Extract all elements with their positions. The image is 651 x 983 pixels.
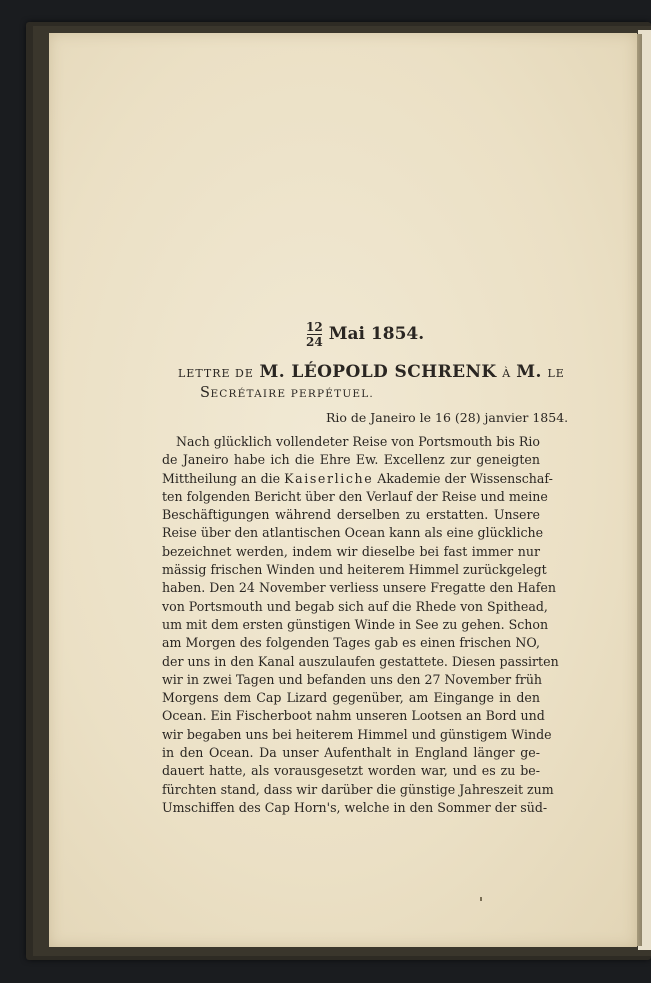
body-line: Ocean. Ein Fischerboot nahm unseren Lootsen an Bord und [162, 708, 545, 724]
body-line-emphasis: Kaiserliche [284, 470, 374, 486]
body-line: fürchten stand, dass wir darüber die günstige Jahreszeit zum [162, 781, 554, 797]
page-mark [480, 897, 482, 901]
body-line-text: Mittheilung an die [162, 470, 285, 486]
body-line: dauert hatte, als vorausgesetzt worden war, und es zu be- [162, 763, 540, 779]
date-text: Mai 1854. [328, 324, 425, 344]
body-line: haben. Den 24 November verliess unsere Fregatte den Hafen [162, 580, 556, 596]
title-line2-initial: S [200, 385, 211, 401]
date-fraction [306, 321, 323, 348]
body-line: um mit dem ersten günstigen Winde in See zu gehen. Schon [162, 616, 549, 632]
body-line: in den Ocean. Da unser Aufenthalt in England länger ge- [162, 745, 540, 761]
body-line: ten folgenden Bericht über den Verlauf der Reise und meine [162, 488, 548, 504]
letter-title-line2 [200, 385, 374, 401]
body-line: am Morgen des folgenden Tages gab es einen frischen NO, [162, 635, 540, 651]
session-date [306, 317, 424, 351]
body-line: de Janeiro habe ich die Ehre Ew. Excellenz zur geneigten [162, 452, 540, 468]
body-line: Umschiffen des Cap Horn's, welche in den Sommer der süd- [162, 799, 548, 815]
title-m: M. [516, 362, 542, 382]
title-line2-rest: ECRÉTAIRE PERPÉTUEL. [210, 388, 374, 400]
body-line-text: Akademie der Wissenschaf- [373, 470, 553, 486]
title-prefix: LETTRE DE [178, 367, 254, 380]
body-line: von Portsmouth und begab sich auf die Rhede von Spithead, [162, 598, 548, 614]
letter-dateline: Rio de Janeiro le 16 (28) janvier 1854. [326, 410, 569, 425]
body-line: Beschäftigungen während derselben zu erstatten. Unsere [162, 507, 540, 523]
body-line: wir in zwei Tagen und befanden uns den 27 November früh [162, 671, 543, 687]
title-author: M. LÉOPOLD SCHRENK [259, 362, 497, 382]
body-line [162, 470, 553, 488]
body-line: der uns in den Kanal auszulaufen gestattete. Diesen passirten [162, 653, 559, 669]
letter-title-line1 [178, 362, 565, 382]
letter-body [162, 433, 559, 817]
fraction-top: 12 [306, 319, 323, 334]
body-line: bezeichnet werden, indem wir dieselbe bei fast immer nur [162, 543, 540, 559]
body-line: Reise über den atlantischen Ocean kann als eine glückliche [162, 525, 544, 541]
fraction-bottom: 24 [306, 334, 323, 349]
body-line: wir begaben uns bei heiterem Himmel und günstigem Winde [162, 726, 552, 742]
body-line: mässig frischen Winden und heiterem Himmel zurückgelegt [162, 562, 547, 578]
title-to: À [502, 367, 511, 380]
body-line: Nach glücklich vollendeter Reise von Portsmouth bis Rio [176, 434, 540, 449]
title-le: LE [547, 367, 565, 380]
body-line: Morgens dem Cap Lizard gegenüber, am Eingange in den [162, 690, 540, 706]
